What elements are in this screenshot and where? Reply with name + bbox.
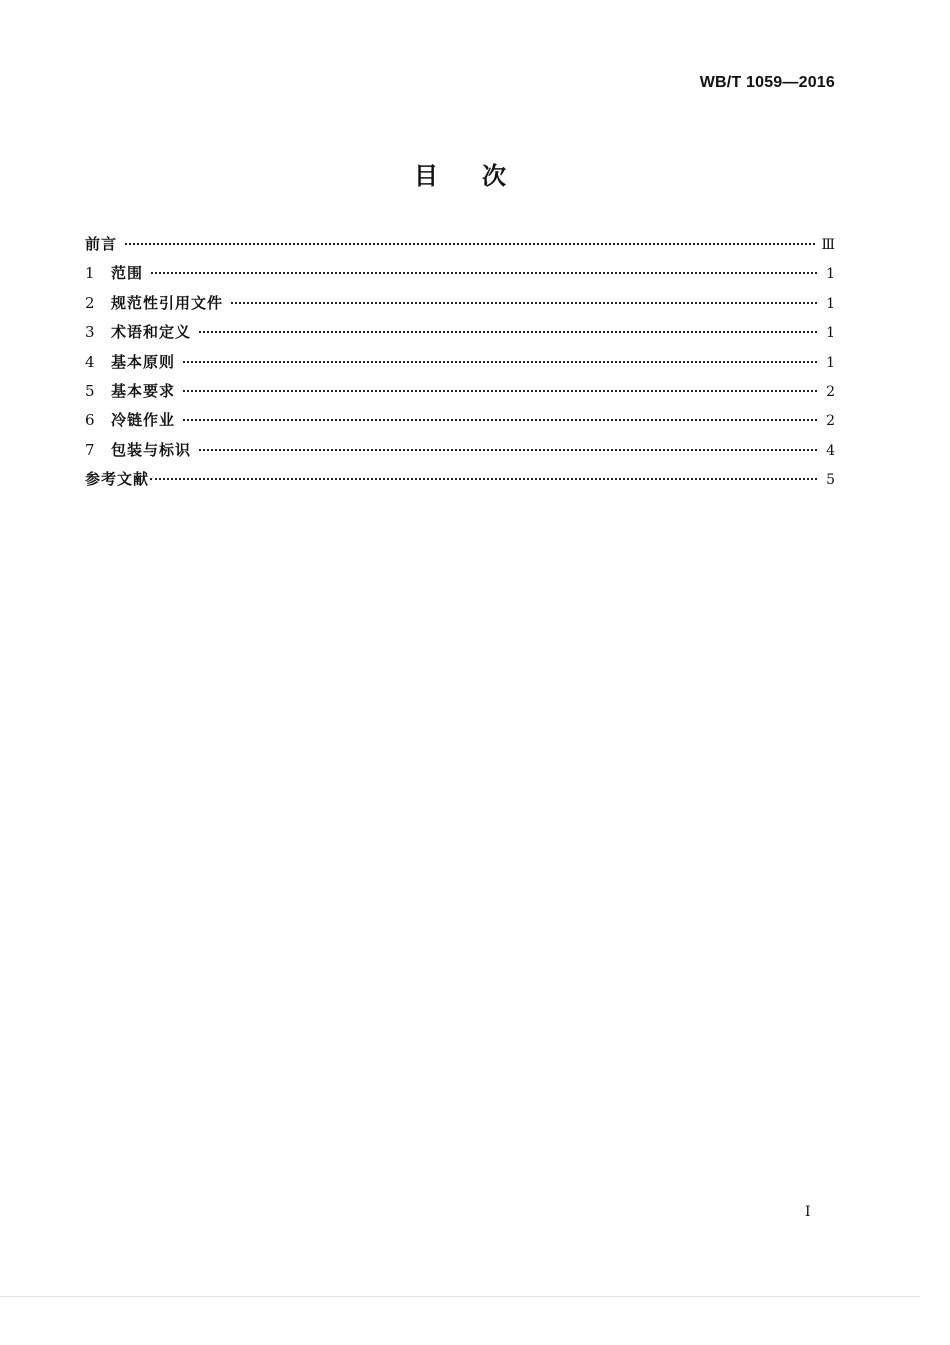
toc-entry-cold-chain-operations[interactable] bbox=[85, 409, 835, 438]
toc-entry-page: 1 bbox=[826, 266, 835, 283]
toc-entry-packaging-labeling[interactable] bbox=[85, 439, 835, 468]
toc-entry-number: 6 bbox=[85, 411, 95, 430]
toc-entry-label: 范围 bbox=[111, 264, 144, 283]
toc-leader-dots bbox=[125, 243, 815, 245]
toc-entry-label: 基本要求 bbox=[111, 381, 176, 400]
toc-title: 目次 bbox=[414, 162, 550, 190]
toc-entry-number: 7 bbox=[85, 440, 95, 459]
document-code: WB/T 1059—2016 bbox=[699, 74, 835, 91]
toc-entry-page: 1 bbox=[826, 325, 835, 342]
toc-entry-number: 4 bbox=[85, 352, 95, 371]
toc-entry-basic-requirements[interactable] bbox=[85, 380, 835, 409]
table-of-contents bbox=[85, 233, 835, 498]
page-bottom-divider bbox=[0, 1296, 920, 1297]
toc-entry-foreword[interactable] bbox=[85, 233, 835, 262]
toc-entry-page: 4 bbox=[826, 442, 835, 459]
toc-entry-basic-principles[interactable] bbox=[85, 351, 835, 380]
toc-entry-scope[interactable] bbox=[85, 262, 835, 291]
toc-entry-normative-references[interactable] bbox=[85, 292, 835, 321]
toc-entry-number: 5 bbox=[85, 381, 95, 400]
toc-entry-label: 前言 bbox=[85, 235, 118, 253]
toc-entry-page: 1 bbox=[826, 295, 835, 312]
toc-entry-label: 规范性引用文件 bbox=[111, 293, 224, 312]
page-number: I bbox=[805, 1204, 811, 1220]
toc-entry-page: Ⅲ bbox=[821, 237, 835, 253]
toc-leader-dots bbox=[151, 272, 817, 274]
toc-leader-dots bbox=[183, 390, 817, 392]
toc-leader-dots bbox=[150, 478, 817, 480]
toc-leader-dots bbox=[231, 302, 817, 304]
toc-leader-dots bbox=[183, 419, 817, 421]
toc-leader-dots bbox=[183, 361, 817, 363]
toc-entry-label: 术语和定义 bbox=[111, 323, 192, 342]
toc-entry-number: 1 bbox=[85, 264, 95, 283]
toc-entry-label: 参考文献 bbox=[85, 470, 150, 489]
toc-entry-bibliography[interactable] bbox=[85, 468, 835, 497]
toc-leader-dots bbox=[199, 449, 817, 451]
toc-entry-page: 2 bbox=[826, 413, 835, 430]
toc-entry-page: 5 bbox=[826, 472, 835, 489]
toc-entry-page: 1 bbox=[826, 354, 835, 371]
toc-entry-terms-definitions[interactable] bbox=[85, 321, 835, 350]
toc-entry-label: 基本原则 bbox=[111, 352, 176, 371]
toc-entry-number: 2 bbox=[85, 293, 95, 312]
toc-entry-page: 2 bbox=[826, 383, 835, 400]
toc-entry-number: 3 bbox=[85, 323, 95, 342]
toc-entry-label: 包装与标识 bbox=[111, 440, 192, 459]
toc-entry-label: 冷链作业 bbox=[111, 411, 176, 430]
toc-leader-dots bbox=[199, 331, 817, 333]
